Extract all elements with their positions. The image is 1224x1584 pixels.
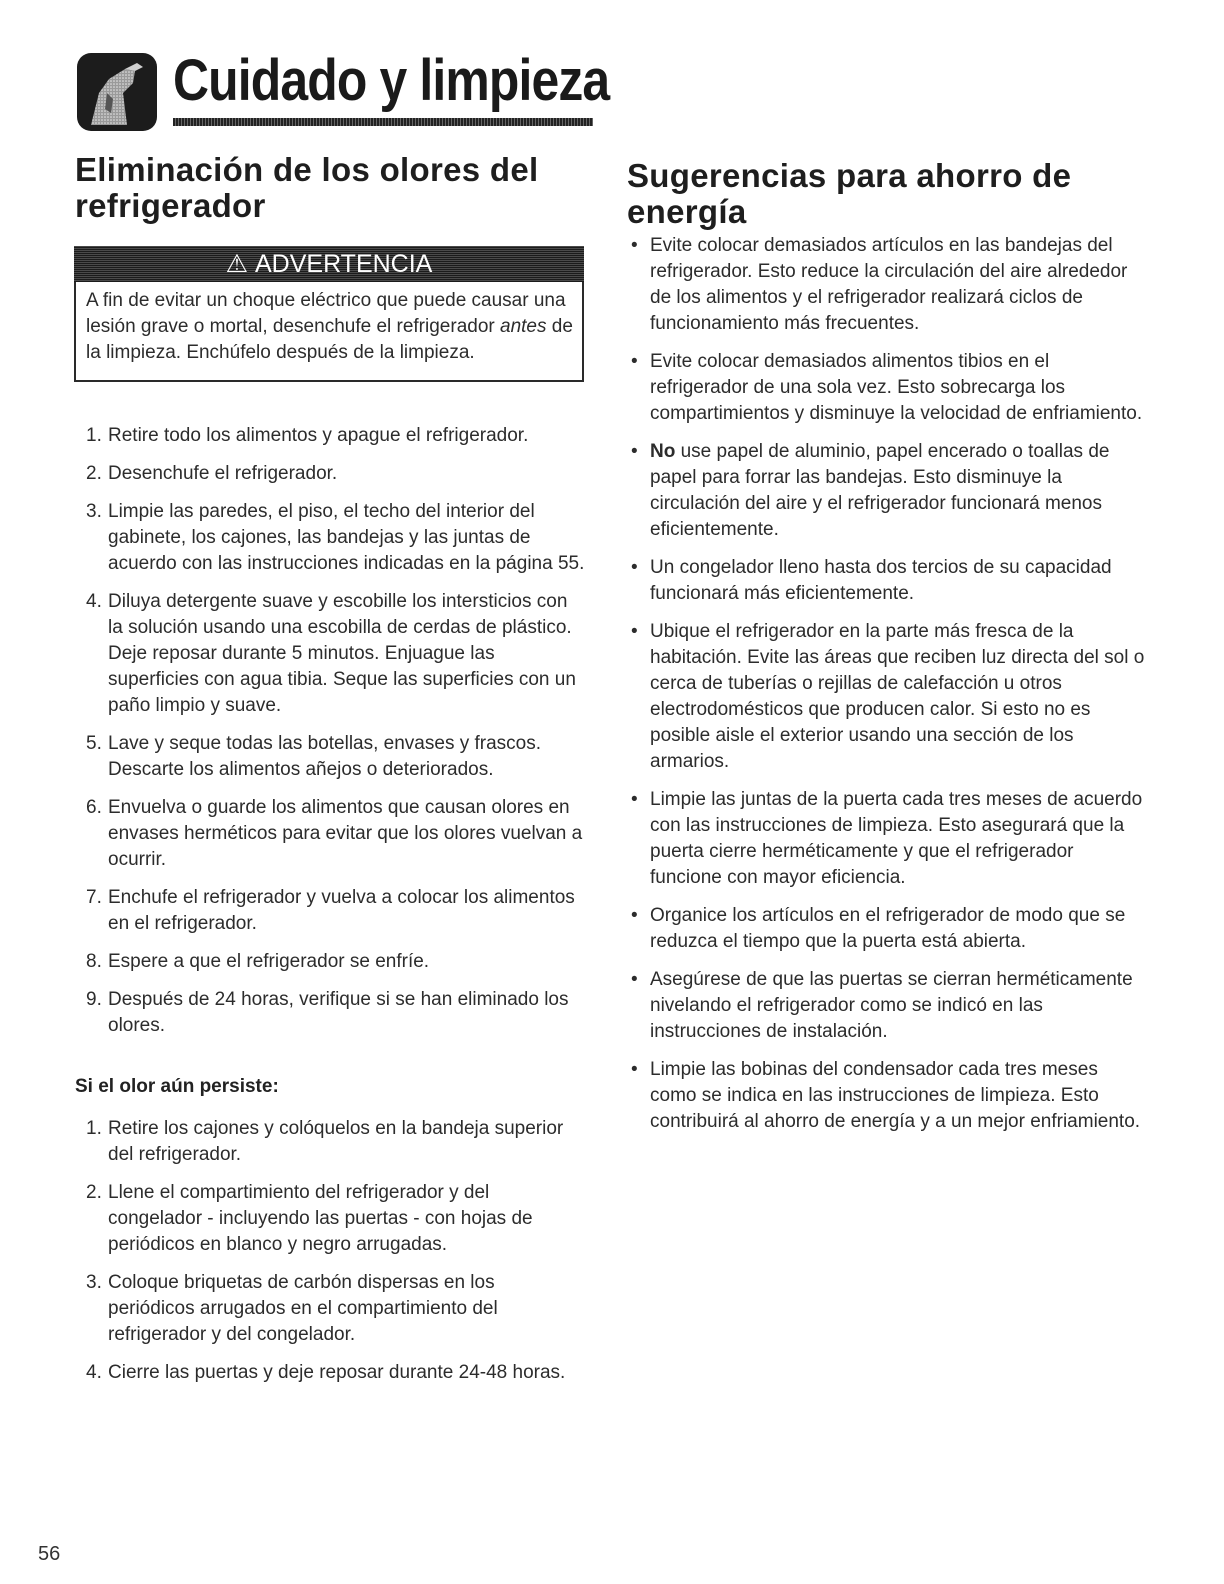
list-item: • Un congelador lleno hasta dos tercios de su capacidad funcionará más eficientemente.	[631, 557, 1112, 604]
list-item: 3. Coloque briquetas de carbón dispersas en los periódicos arrugados en el compartimiento del refrigerador y del congelador.	[86, 1272, 498, 1345]
bullet-icon: •	[631, 235, 638, 256]
list-item: 2. Llene el compartimiento del refrigerador y del congelador - incluyendo las puertas - con hojas de periódicos en blanco y negro arrugadas.	[86, 1182, 533, 1255]
list-item: • No use papel de aluminio, papel encerado o toallas de papel para forrar las bandejas. Esto disminuye la circulación del aire y el refrigerador funcionará menos eficientemente.	[631, 441, 1110, 540]
title-underline	[173, 118, 593, 126]
list-item: 1. Retire todo los alimentos y apague el refrigerador.	[86, 425, 529, 446]
warning-box	[74, 246, 584, 382]
list-item: 1. Retire los cajones y colóquelos en la bandeja superior del refrigerador.	[86, 1118, 564, 1165]
bullet-icon: •	[631, 621, 638, 642]
list-item: 8. Espere a que el refrigerador se enfríe.	[86, 951, 430, 972]
odor-heading: Eliminación de los olores del refrigerador	[75, 151, 539, 224]
list-item: 7. Enchufe el refrigerador y vuelva a colocar los alimentos en el refrigerador.	[86, 887, 575, 934]
bullet-icon: •	[631, 905, 638, 926]
list-item: 5. Lave y seque todas las botellas, envases y frascos. Descarte los alimentos añejos o deteriorados.	[86, 733, 542, 780]
spray-bottle-icon	[77, 53, 157, 131]
energy-tips-list	[628, 233, 1148, 1147]
warning-text: A fin de evitar un choque eléctrico que puede causar una lesión grave o mortal, desenchufe el refrigerador antes de la limpieza. Enchúfelo después de la limpieza.	[86, 290, 573, 363]
list-item: 6. Envuelva o guarde los alimentos que causan olores en envases herméticos para evitar que los olores vuelvan a ocurrir.	[86, 797, 583, 870]
warning-header	[74, 246, 584, 282]
section-header	[77, 47, 610, 132]
list-item: 2. Desenchufe el refrigerador.	[86, 463, 338, 484]
list-item: 4. Diluya detergente suave y escobille los intersticios con la solución usando una escobilla de cerdas de plástico. Deje reposar durante 5 minutos. Enjuague las superficies con agua tibia. Seque las superficies con un paño limpio y suave.	[86, 591, 576, 716]
warning-emphasis: antes	[500, 316, 547, 337]
list-item: 3. Limpie las paredes, el piso, el techo del interior del gabinete, los cajones, las bandejas y las juntas de acuerdo con las instrucciones indicadas en la página 55.	[86, 501, 585, 574]
list-item: 9. Después de 24 horas, verifique si se han eliminado los olores.	[86, 989, 569, 1036]
persist-steps-list	[86, 1116, 586, 1398]
bullet-icon: •	[631, 351, 638, 372]
bold-lead: No	[650, 441, 676, 462]
page-title: Cuidado y limpieza	[173, 48, 610, 113]
bullet-icon: •	[631, 441, 638, 462]
list-item: • Organice los artículos en el refrigerador de modo que se reduzca el tiempo que la puerta está abierta.	[631, 905, 1126, 952]
warning-label: ADVERTENCIA	[255, 250, 433, 278]
list-item: • Asegúrese de que las puertas se cierran herméticamente nivelando el refrigerador como se indicó en las instrucciones de instalación.	[631, 969, 1133, 1042]
odor-steps-list	[86, 423, 586, 1051]
page-number: 56	[38, 1543, 61, 1565]
energy-heading: Sugerencias para ahorro de energía	[627, 157, 1072, 230]
list-item: • Ubique el refrigerador en la parte más fresca de la habitación. Evite las áreas que reciben luz directa del sol o cerca de tuberías o rejillas de calefacción u otros electrodomésticos que producen calor. Si esto no es posible aisle el exterior usando una sección de los armarios.	[631, 621, 1145, 772]
list-item: • Limpie las bobinas del condensador cada tres meses como se indica en las instrucciones de limpieza. Esto contribuirá al ahorro de energía y a un mejor enfriamiento.	[631, 1059, 1141, 1132]
list-item: • Limpie las juntas de la puerta cada tres meses de acuerdo con las instrucciones de limpieza. Esto asegurará que la puerta cierre herméticamente y que el refrigerador funcione con mayor eficiencia.	[631, 789, 1143, 888]
bullet-icon: •	[631, 557, 638, 578]
bullet-icon: •	[631, 789, 638, 810]
persist-subheading: Si el olor aún persiste:	[75, 1076, 279, 1097]
bullet-icon: •	[631, 969, 638, 990]
list-item: • Evite colocar demasiados artículos en las bandejas del refrigerador. Esto reduce la circulación del aire alrededor de los alimentos y el refrigerador realizará ciclos de funcionamiento más frecuentes.	[631, 235, 1128, 334]
bullet-icon: •	[631, 1059, 638, 1080]
list-item: • Evite colocar demasiados alimentos tibios en el refrigerador de una sola vez. Esto sobrecarga los compartimientos y disminuye la velocidad de enfriamiento.	[631, 351, 1143, 424]
list-item: 4. Cierre las puertas y deje reposar durante 24-48 horas.	[86, 1362, 566, 1383]
warning-icon: ⚠	[225, 250, 249, 278]
